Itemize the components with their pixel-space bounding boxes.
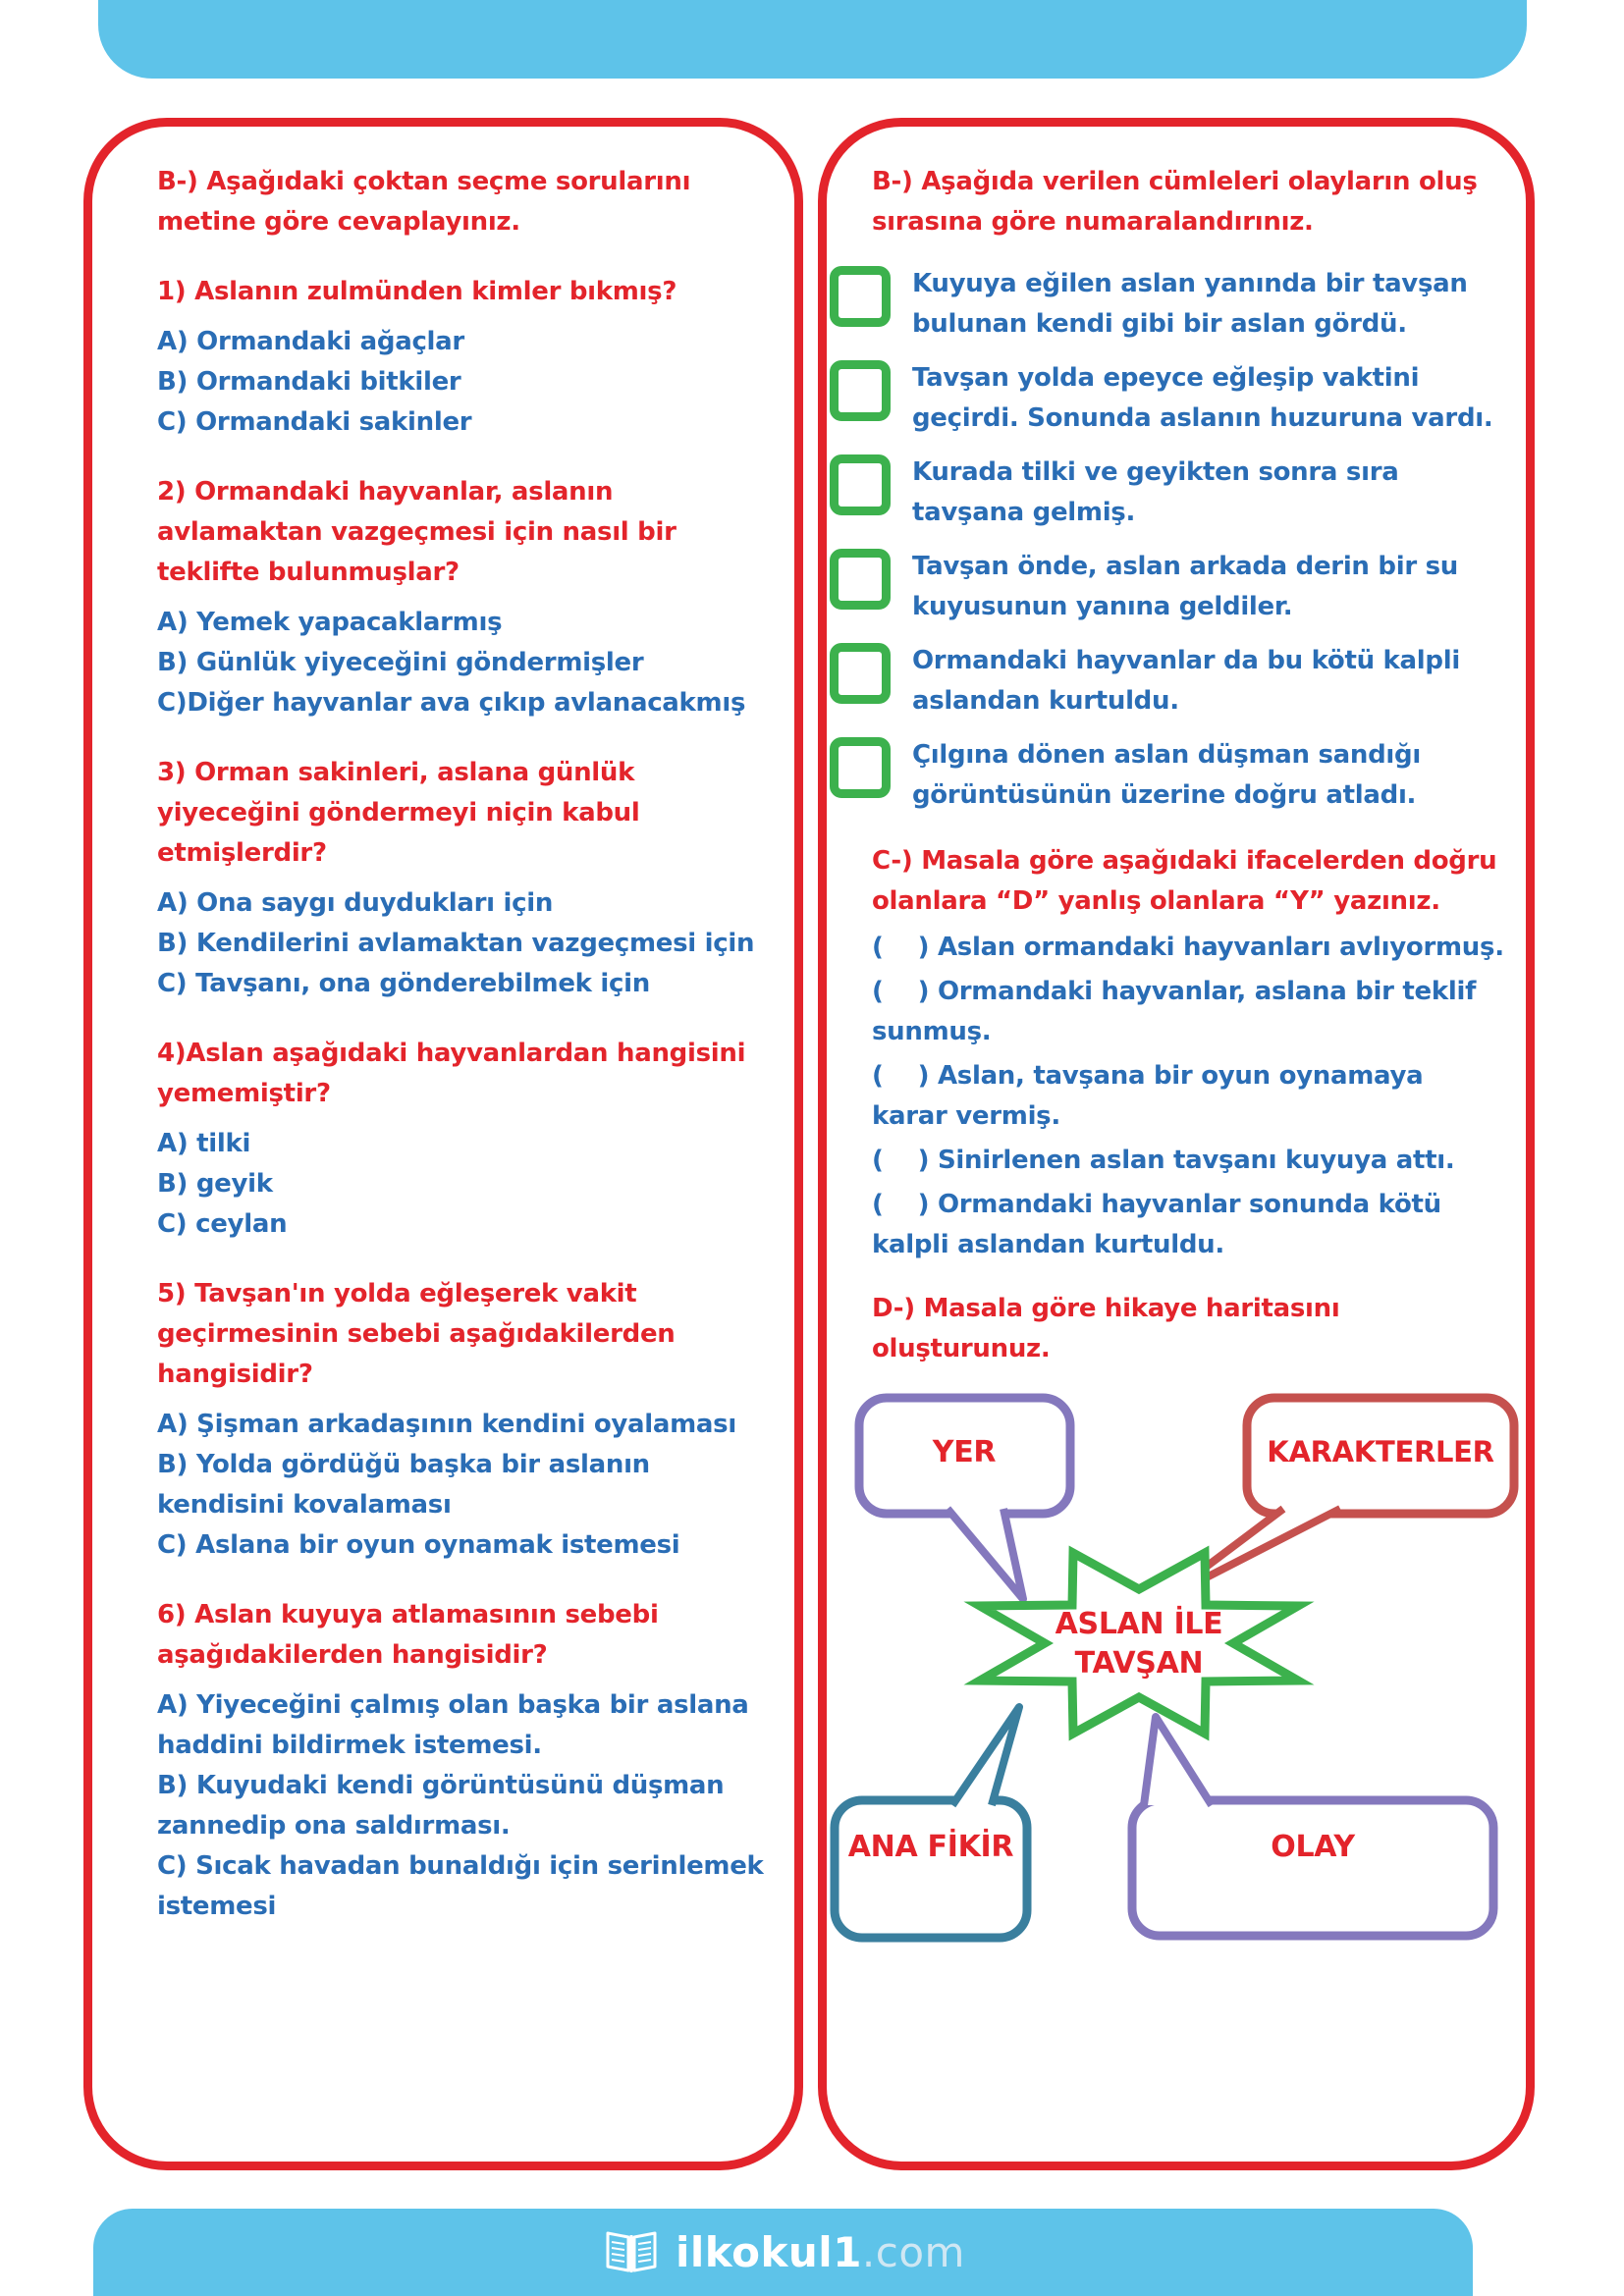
tf-item-1 — [872, 928, 1506, 968]
book-icon — [601, 2226, 662, 2279]
question-2-text: 2) Ormandaki hayvanlar, aslanın avlamaktan vazgeçmesi için nasıl bir teklifte bulunmuşlar? — [157, 477, 677, 587]
sequence-checkbox-1[interactable] — [830, 266, 891, 327]
question-1-text: 1) Aslanın zulmünden kimler bıkmış? — [157, 277, 677, 306]
tf-item-4-text: Sinirlenen aslan tavşanı kuyuya attı. — [937, 1146, 1455, 1175]
question-2-option-a[interactable]: A) Yemek yapacaklarmış — [157, 608, 503, 637]
tf-answer-slot-4[interactable]: ( ) — [872, 1146, 930, 1175]
question-block-6 — [157, 1595, 777, 1927]
story-map — [827, 1373, 1523, 1980]
sequence-item-2 — [830, 358, 1506, 439]
center-title-line1: ASLAN İLE — [1055, 1607, 1223, 1641]
sequence-item-6 — [830, 735, 1506, 816]
section-d-title: D-) Masala göre hikaye haritasını oluşturunuz. — [872, 1294, 1340, 1363]
tf-answer-slot-3[interactable]: ( ) — [872, 1061, 930, 1091]
question-1-option-c[interactable]: C) Ormandaki sakinler — [157, 407, 472, 437]
footer-brand-name: ilkokul1 — [676, 2228, 862, 2276]
story-map-svg — [827, 1373, 1523, 1980]
sequence-item-1 — [830, 264, 1506, 345]
section-b-left-title: B-) Aşağıdaki çoktan seçme sorularını metine göre cevaplayınız. — [157, 167, 691, 237]
question-6-option-c[interactable]: C) Sıcak havadan bunaldığı için serinlemek istemesi — [157, 1851, 764, 1921]
top-banner — [98, 0, 1527, 79]
question-1-option-a[interactable]: A) Ormandaki ağaçlar — [157, 327, 464, 356]
question-block-5 — [157, 1274, 777, 1566]
sequence-checkbox-3[interactable] — [830, 454, 891, 515]
sequence-checkbox-5[interactable] — [830, 643, 891, 704]
question-1-option-b[interactable]: B) Ormandaki bitkiler — [157, 367, 461, 397]
tf-item-3-text: Aslan, tavşana bir oyun oynamaya karar vermiş. — [872, 1061, 1424, 1131]
question-block-1 — [157, 272, 777, 443]
sequence-list — [830, 264, 1506, 816]
tf-item-2 — [872, 972, 1506, 1052]
left-panel — [83, 118, 803, 2170]
question-4-option-b[interactable]: B) geyik — [157, 1169, 273, 1199]
question-5-option-c[interactable]: C) Aslana bir oyun oynamak istemesi — [157, 1530, 680, 1560]
tf-item-2-text: Ormandaki hayvanlar, aslana bir teklif sunmuş. — [872, 977, 1477, 1046]
footer-banner — [93, 2209, 1473, 2296]
tf-item-5-text: Ormandaki hayvanlar sonunda kötü kalpli aslandan kurtuldu. — [872, 1190, 1441, 1259]
footer-brand-domain: .com — [861, 2228, 965, 2276]
section-c-title: C-) Masala göre aşağıdaki ifacelerden doğru olanlara “D” yanlış olanlara “Y” yazınız. — [872, 846, 1497, 916]
story-map-anafikir-box[interactable] — [835, 1800, 1027, 1938]
question-3-option-b[interactable]: B) Kendilerini avlamaktan vazgeçmesi için — [157, 929, 755, 958]
question-6-option-a[interactable]: A) Yiyeceğini çalmış olan başka bir aslana haddini bildirmek istemesi. — [157, 1690, 749, 1760]
question-5-option-a[interactable]: A) Şişman arkadaşının kendini oyalaması — [157, 1410, 736, 1439]
right-panel — [818, 118, 1535, 2170]
sequence-item-3 — [830, 453, 1506, 533]
sequence-item-4 — [830, 547, 1506, 627]
question-4-option-a[interactable]: A) tilki — [157, 1129, 251, 1158]
sequence-checkbox-2[interactable] — [830, 360, 891, 421]
question-4-text: 4)Aslan aşağıdaki hayvanlardan hangisini yememiştir? — [157, 1039, 746, 1108]
sequence-checkbox-4[interactable] — [830, 549, 891, 610]
tf-item-4 — [872, 1141, 1506, 1181]
question-5-text: 5) Tavşan'ın yolda eğleşerek vakit geçirmesinin sebebi aşağıdakilerden hangisidir? — [157, 1279, 676, 1389]
karakterler-label: KARAKTERLER — [1267, 1435, 1494, 1468]
sequence-item-6-text: Çılgına dönen aslan düşman sandığı görüntüsünün üzerine doğru atladı. — [912, 740, 1421, 810]
story-map-olay-box[interactable] — [1132, 1800, 1493, 1936]
story-map-center-star — [980, 1553, 1298, 1734]
olay-label: OLAY — [1271, 1830, 1355, 1864]
question-4-option-c[interactable]: C) ceylan — [157, 1209, 288, 1239]
anafikir-label: ANA FİKİR — [847, 1830, 1014, 1864]
sequence-item-4-text: Tavşan önde, aslan arkada derin bir su kuyusunun yanına geldiler. — [912, 552, 1458, 621]
anafikir-bubble-tail — [952, 1707, 1019, 1805]
question-3-option-c[interactable]: C) Tavşanı, ona gönderebilmek için — [157, 969, 650, 998]
question-3-text: 3) Orman sakinleri, aslana günlük yiyeceğini göndermeyi niçin kabul etmişlerdir? — [157, 758, 640, 868]
sequence-item-3-text: Kurada tilki ve geyikten sonra sıra tavşana gelmiş. — [912, 457, 1399, 527]
tf-answer-slot-5[interactable]: ( ) — [872, 1190, 930, 1219]
sequence-item-5 — [830, 641, 1506, 721]
tf-item-5 — [872, 1185, 1506, 1265]
question-block-2 — [157, 472, 777, 723]
tf-answer-slot-2[interactable]: ( ) — [872, 977, 930, 1006]
question-6-option-b[interactable]: B) Kuyudaki kendi görüntüsünü düşman zannedip ona saldırması. — [157, 1771, 725, 1841]
sequence-checkbox-6[interactable] — [830, 737, 891, 798]
tf-item-3 — [872, 1056, 1506, 1137]
sequence-item-5-text: Ormandaki hayvanlar da bu kötü kalpli aslandan kurtuldu. — [912, 646, 1460, 716]
question-block-4 — [157, 1034, 777, 1245]
yer-bubble-tail — [947, 1509, 1023, 1599]
center-title-line2: TAVŞAN — [1074, 1646, 1204, 1681]
yer-label: YER — [932, 1435, 997, 1469]
question-3-option-a[interactable]: A) Ona saygı duydukları için — [157, 888, 554, 918]
tf-item-1-text: Aslan ormandaki hayvanları avlıyormuş. — [937, 933, 1504, 962]
sequence-item-2-text: Tavşan yolda epeyce eğleşip vaktini geçirdi. Sonunda aslanın huzuruna vardı. — [912, 363, 1493, 433]
sequence-item-1-text: Kuyuya eğilen aslan yanında bir tavşan bulunan kendi gibi bir aslan gördü. — [912, 269, 1468, 339]
question-2-option-b[interactable]: B) Günlük yiyeceğini göndermişler — [157, 648, 644, 677]
question-5-option-b[interactable]: B) Yolda gördüğü başka bir aslanın kendisini kovalaması — [157, 1450, 650, 1520]
question-2-option-c[interactable]: C)Diğer hayvanlar ava çıkıp avlanacakmış — [157, 688, 746, 718]
question-6-text: 6) Aslan kuyuya atlamasının sebebi aşağıdakilerden hangisidir? — [157, 1600, 659, 1670]
section-b-right-title: B-) Aşağıda verilen cümleleri olayların oluş sırasına göre numaralandırınız. — [872, 167, 1478, 237]
footer-brand — [676, 2228, 965, 2276]
question-block-3 — [157, 753, 777, 1004]
tf-answer-slot-1[interactable]: ( ) — [872, 933, 930, 962]
